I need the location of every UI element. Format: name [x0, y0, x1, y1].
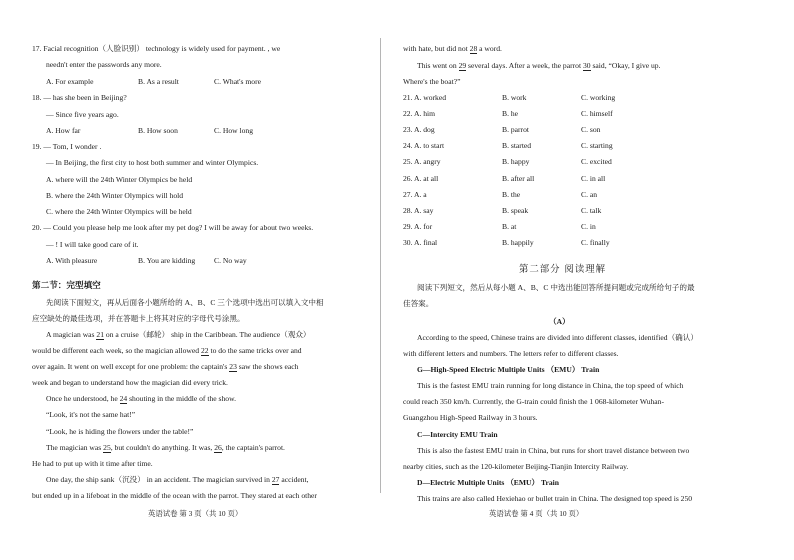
- blank-25: 25: [103, 443, 111, 452]
- cloze-instructions-line2: 应空缺处的最佳选项，并在答题卡上将其对应的字母代号涂黑。: [32, 314, 245, 323]
- q20-option-a: A. With pleasure: [46, 256, 98, 265]
- cloze-text: The magician was: [46, 443, 104, 452]
- cloze-option-c: C. in: [581, 221, 596, 231]
- cloze-option-c: C. talk: [581, 205, 602, 215]
- cloze-option-a: 22. A. him: [403, 109, 436, 119]
- blank-24: 24: [119, 394, 128, 403]
- cloze-option-a: 25. A. angry: [403, 157, 441, 167]
- cloze-line: [46, 394, 236, 404]
- cloze-option-a: 28. A. say: [403, 205, 434, 215]
- cloze-line: [403, 44, 502, 54]
- cloze-option-c: C. an: [581, 189, 598, 199]
- q18-text-a: 18. —: [32, 93, 53, 102]
- q20-option-b: B. You are kidding: [138, 256, 196, 265]
- q18-option-a: A. How far: [46, 126, 81, 135]
- q18-option-b: B. How soon: [138, 126, 178, 135]
- cloze-option-b: B. happy: [502, 157, 530, 167]
- q19-option-a: A. where will the 24th Winter Olympics be held: [46, 175, 193, 184]
- cloze-option-c: C. starting: [581, 141, 613, 151]
- cloze-text: over again. It went on well except for one problem: the captain's: [32, 362, 230, 371]
- q19-line1: [32, 142, 101, 152]
- cloze-text: , but couldn't do anything. It was,: [110, 443, 215, 452]
- c-train-heading: C—Intercity EMU Train: [417, 430, 498, 439]
- cloze-text: would be different each week, so the magician allowed: [32, 346, 201, 355]
- cloze-text: on a cruise（邮轮） ship in the Caribbean. The audience（观众）: [104, 330, 311, 339]
- cloze-option-a: 29. A. for: [403, 221, 433, 231]
- cloze-option-c: C. son: [581, 125, 601, 135]
- cloze-quote-2: “Look, he is hiding the flowers under the table!”: [46, 427, 194, 436]
- passage-line: could reach 350 km/h. Currently, the G-train could finish the 1 068-kilometer Wuhan-: [403, 397, 664, 406]
- q19-text-b: .: [99, 142, 102, 151]
- blank-30: 30: [582, 61, 591, 70]
- passage-line: with different letters and numbers. The letters refer to different classes.: [403, 349, 619, 358]
- q17-option-a: A. For example: [46, 77, 94, 86]
- q17-line2: needn't enter the passwords any more.: [46, 60, 162, 69]
- cloze-option-b: B. the: [502, 189, 521, 199]
- cloze-text: shouting in the middle of the show.: [127, 394, 236, 403]
- cloze-option-a: 30. A. final: [403, 237, 438, 247]
- page-footer-right: 英语试卷 第 4 页（共 10 页）: [489, 509, 584, 518]
- passage-line: This is also the fastest EMU train in China, but runs for short travel distance between two: [417, 446, 690, 455]
- blank-23: 23: [229, 362, 237, 371]
- cloze-text: with hate, but did not: [403, 44, 470, 53]
- q17-text-a: 17. Facial recognition（人脸识别） technology is widely used for payment.: [32, 44, 268, 53]
- blank-26: 26: [214, 443, 222, 452]
- q18-option-c: C. How long: [214, 126, 254, 135]
- cloze-text: This went on: [417, 61, 459, 70]
- cloze-option-a: 23. A. dog: [403, 125, 435, 135]
- cloze-instructions-line1: 先阅读下面短文，再从后面各小题所给的 A、B、C 三个选项中选出可以填入文中相: [46, 298, 324, 307]
- cloze-text: accident,: [279, 475, 309, 484]
- q19-text-a: 19. — Tom, I wonder: [32, 142, 100, 151]
- cloze-text: One day, the ship sank（沉没） in an accident. The magician survived in: [46, 475, 272, 484]
- cloze-text: a word.: [477, 44, 502, 53]
- section-title-cloze: 第二节：完型填空: [32, 281, 101, 291]
- cloze-option-b: B. he: [502, 109, 519, 119]
- cloze-line: [46, 443, 285, 453]
- cloze-text: Once he understood, he: [46, 394, 120, 403]
- cloze-option-c: C. himself: [581, 109, 613, 119]
- cloze-option-b: B. work: [502, 93, 527, 102]
- cloze-line: week and began to understand how the magician did every trick.: [32, 378, 228, 387]
- cloze-line: [32, 346, 302, 356]
- reading-instructions-line2: 佳答案。: [403, 299, 434, 308]
- passage-label: （A）: [549, 317, 570, 326]
- q17-option-b: B. As a result: [138, 77, 179, 86]
- cloze-line: Where's the boat?”: [403, 77, 461, 86]
- q18-text-b: has she been in Beijing?: [52, 93, 127, 102]
- q20-line1: 20. — Could you please help me look after my pet dog? I will be away for about two weeks.: [32, 223, 314, 232]
- part-title-reading: 第二部分 阅读理解: [519, 264, 606, 275]
- cloze-option-c: C. in all: [581, 173, 606, 183]
- cloze-text: said, “Okay, I give up.: [590, 61, 661, 70]
- blank-21: 21: [96, 330, 104, 339]
- cloze-option-a: 21. A. worked: [403, 93, 447, 102]
- cloze-option-b: B. at: [502, 221, 517, 231]
- cloze-line: [32, 362, 298, 372]
- cloze-line: [417, 61, 661, 71]
- passage-line: Guangzhou High-Speed Railway in 3 hours.: [403, 413, 538, 422]
- q18-line1: [32, 93, 127, 103]
- q17-line1: [32, 44, 280, 54]
- blank-27: 27: [271, 475, 280, 484]
- q20-text-a: —: [46, 240, 56, 249]
- cloze-text: A magician was: [46, 330, 97, 339]
- cloze-option-c: C. working: [581, 93, 616, 102]
- cloze-option-a: 26. A. at all: [403, 173, 439, 183]
- cloze-text: several days. After a week, the parrot: [466, 61, 583, 70]
- q20-text-b: ! I will take good care of it.: [55, 240, 139, 249]
- cloze-option-b: B. after all: [502, 173, 535, 183]
- g-train-heading: G—High-Speed Electric Multiple Units （EMU） Train: [417, 365, 600, 374]
- page-footer-left: 英语试卷 第 3 页（共 10 页）: [148, 509, 243, 518]
- cloze-text: , the captain's parrot.: [221, 443, 285, 452]
- q20-line2: [46, 240, 139, 250]
- q19-option-b: B. where the 24th Winter Olympics will hold: [46, 191, 184, 200]
- q18-line2: — Since five years ago.: [46, 110, 119, 119]
- passage-line: nearby cities, such as the 120-kilometer Beijing-Tianjin Intercity Railway.: [403, 462, 629, 471]
- cloze-text: saw the shows each: [236, 362, 299, 371]
- cloze-option-a: 24. A. to start: [403, 141, 445, 151]
- cloze-line: [46, 475, 309, 485]
- blank-29: 29: [458, 61, 467, 70]
- cloze-line: [46, 330, 311, 340]
- cloze-line: He had to put up with it time after time.: [32, 459, 153, 468]
- q19-line2: — In Beijing, the first city to host both summer and winter Olympics.: [46, 158, 259, 167]
- cloze-line: but ended up in a lifeboat in the middle of the ocean with the parrot. They stared at each other: [32, 491, 317, 500]
- reading-instructions-line1: 阅读下列短文，然后从每小题 A、B、C 中选出能回答所提问题或完成所给句子的最: [417, 283, 695, 292]
- passage-line: This trains are also called Hexiehao or bullet train in China. The designed top speed is 250: [417, 494, 693, 503]
- cloze-option-a: 27. A. a: [403, 189, 427, 199]
- cloze-option-b: B. speak: [502, 205, 529, 215]
- cloze-option-c: C. excited: [581, 157, 612, 167]
- q17-text-b: , we: [267, 44, 281, 53]
- passage-line: According to the speed, Chinese trains are divided into different classes, identified（确认）: [417, 333, 698, 342]
- cloze-option-c: C. finally: [581, 237, 610, 247]
- q19-option-c: C. where the 24th Winter Olympics will be held: [46, 207, 192, 216]
- blank-28: 28: [469, 44, 478, 53]
- d-train-heading: D—Electric Multiple Units （EMU） Train: [417, 478, 560, 487]
- passage-line: This is the fastest EMU train running for long distance in China, the top speed of which: [417, 381, 684, 390]
- cloze-quote-1: “Look, it's not the same hat!”: [46, 410, 136, 419]
- q20-option-c: C. No way: [214, 256, 247, 265]
- blank-22: 22: [200, 346, 209, 355]
- cloze-option-b: B. parrot: [502, 125, 529, 135]
- cloze-option-b: B. happily: [502, 237, 534, 247]
- q17-option-c: C. What's more: [214, 77, 261, 86]
- column-divider: [380, 38, 381, 493]
- cloze-option-b: B. started: [502, 141, 532, 151]
- cloze-text: to do the same tricks over and: [208, 346, 302, 355]
